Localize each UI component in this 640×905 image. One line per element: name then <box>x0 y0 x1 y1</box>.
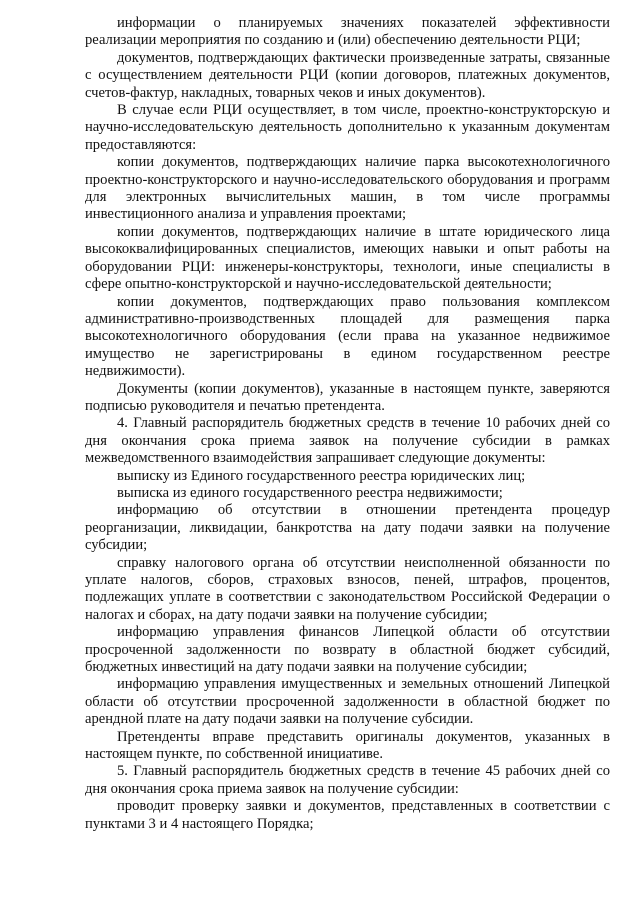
paragraph-target-indicators-info: информации о планируемых значениях показателей эффективности реализации мероприятия по созданию и (или) обеспечению деятельности РЦИ; <box>85 15 610 49</box>
document-page <box>85 15 610 833</box>
paragraph-egrn-extract: выписка из единого государственного реестра недвижимости; <box>117 484 503 501</box>
paragraph-equipment-park-copies: копии документов, подтверждающих наличие парка высокотехнологичного проектно-конструкторского и научно-исследовательского оборудования и программ для электронных вычислительных машин, в том числе программы инвестиционного анализа и управления проектами; <box>85 154 610 223</box>
paragraph-verification: проводит проверку заявки и документов, представленных в соответствии с пунктами 3 и 4 настоящего Порядка; <box>85 798 610 832</box>
paragraph-specialists-copies: копии документов, подтверждающих наличие в штате юридического лица высококвалифицированных специалистов, имеющих навыки и опыт работы на оборудовании РЦИ: инженеры-конструкторы, технологи, иные специалисты в сфере опытно-конструкторской и научно-исследовательской деятельности; <box>85 223 610 293</box>
paragraph-property-department-info: информацию управления имущественных и земельных отношений Липецкой области об отсутствии просроченной задолженности в областной бюджет по арендной плате на дату подачи заявки на получение субсидии. <box>85 676 610 728</box>
paragraph-certification: Документы (копии документов), указанные в настоящем пункте, заверяются подписью руководителя и печатью претендента. <box>85 380 610 414</box>
paragraph-no-reorganization-info: информацию об отсутствии в отношении претендента процедур реорганизации, ликвидации, банкротства на дату подачи заявки на получение субсидии; <box>85 502 610 554</box>
paragraph-item-5: 5. Главный распорядитель бюджетных средств в течение 45 рабочих дней со дня окончания срока приема заявок на получение субсидии: <box>85 763 610 797</box>
paragraph-premises-rights-copies: копии документов, подтверждающих право пользования комплексом административно-производственных площадей для размещения парка высокотехнологичного оборудования (если права на указанное недвижимое имущество не зарегистрированы в едином государственном реестре недвижимости). <box>85 293 610 380</box>
paragraph-originals-initiative: Претенденты вправе представить оригиналы документов, указанных в настоящем пункте, по собственной инициативе. <box>85 728 610 763</box>
paragraph-expense-documents: документов, подтверждающих фактически произведенные затраты, связанные с осуществлением деятельности РЦИ (копии договоров, платежных документов, счетов-фактур, накладных, товарных чеков и иных документов). <box>85 49 610 101</box>
paragraph-tax-certificate: справку налогового органа об отсутствии неисполненной обязанности по уплате налогов, сборов, страховых взносов, пеней, штрафов, процентов, подлежащих уплате в соответствии с законодательством Российской Федерации о налогах и сборах, на дату подачи заявки на получение субсидии; <box>85 554 610 623</box>
paragraph-egrul-extract: выписку из Единого государственного реестра юридических лиц; <box>117 467 526 484</box>
paragraph-item-4: 4. Главный распорядитель бюджетных средств в течение 10 рабочих дней со дня окончания срока приема заявок на получение субсидии в рамках межведомственного взаимодействия запрашивает следующие документы: <box>85 415 610 467</box>
paragraph-rci-design-research: В случае если РЦИ осуществляет, в том числе, проектно-конструкторскую и научно-исследовательскую деятельность дополнительно к указанным документам предоставляются: <box>85 102 610 153</box>
paragraph-finance-department-info: информацию управления финансов Липецкой области об отсутствии просроченной задолженности по возврату в областной бюджет субсидий, бюджетных инвестиций на дату подачи заявки на получение субсидии; <box>85 624 610 676</box>
